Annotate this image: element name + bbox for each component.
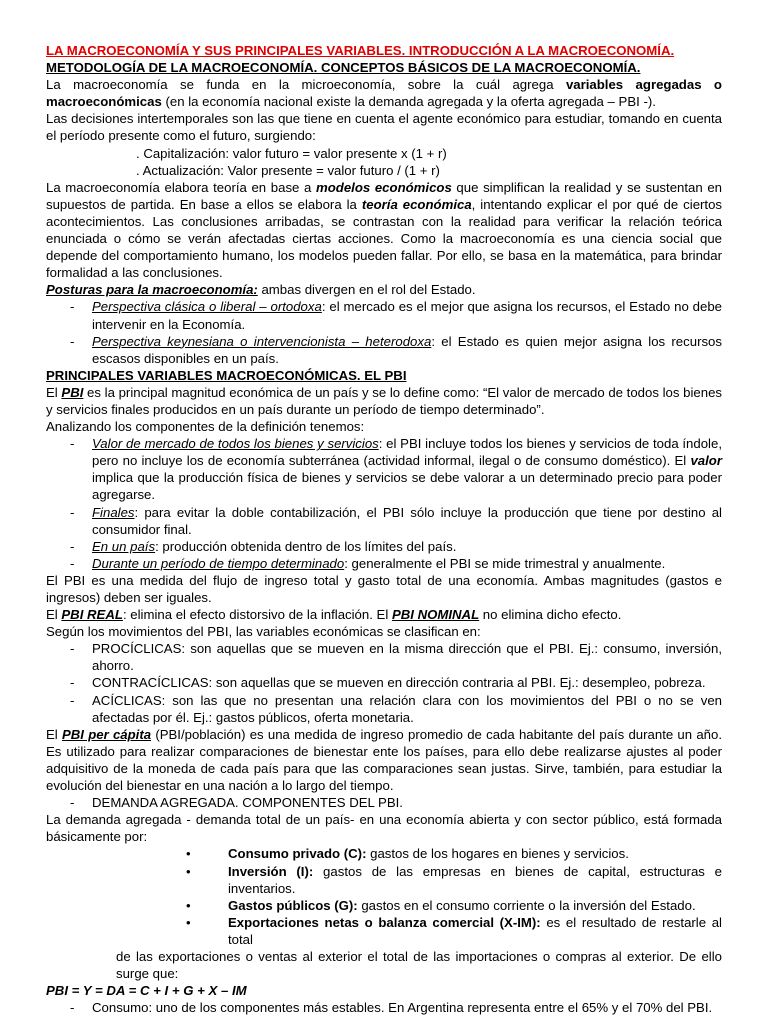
item-text: : el mercado es el mejor que asigna los recursos, el Estado no debe intervenir en la Economía. bbox=[92, 299, 723, 332]
bullet-continuation: de las exportaciones o ventas al exterior el total de las importaciones o compras al exterior. De ello surge que: bbox=[116, 948, 722, 982]
pbi-term: PBI bbox=[61, 384, 84, 400]
components-bullet-list bbox=[46, 845, 722, 948]
bullet-marker: • bbox=[186, 897, 191, 913]
per-capita-term: PBI per cápita bbox=[61, 726, 152, 742]
item-label: Gastos públicos (G): bbox=[228, 897, 358, 913]
item-text: es el resultado de restarle al total bbox=[228, 914, 722, 947]
document-page bbox=[46, 42, 722, 1016]
components-list bbox=[46, 435, 722, 572]
item-text: : el Estado es quien mejor asigna los recursos escasos disponibles en un país. bbox=[92, 333, 722, 366]
bullet-marker: • bbox=[186, 846, 191, 862]
list-item bbox=[46, 333, 722, 367]
item-text: DEMANDA AGREGADA. COMPONENTES DEL PBI. bbox=[92, 795, 403, 811]
dash-marker: - bbox=[70, 555, 75, 571]
paragraph-intertemporal: Las decisiones intertemporales son las que tiene en cuenta el agente económico para estudiar, tomando en cuenta el período presente como el futuro, surgiendo: bbox=[46, 111, 722, 144]
formula-capitalizacion: . Capitalización: valor futuro = valor presente x (1 + r) bbox=[136, 145, 447, 161]
section-heading-methodology: METODOLOGÍA DE LA MACROECONOMÍA. CONCEPTOS BÁSICOS DE LA MACROECONOMÍA. bbox=[46, 60, 641, 76]
paragraph-posturas bbox=[46, 281, 722, 298]
bullet-marker: • bbox=[186, 863, 191, 879]
item-text: gastos de las empresas en bienes de capital, estructuras e inventarios. bbox=[228, 863, 722, 896]
text: La macroeconomía elabora teoría en base a bbox=[46, 179, 316, 195]
item-text: gastos de los hogares en bienes y servicios. bbox=[366, 846, 629, 862]
paragraph-flujo: El PBI es una medida del flujo de ingreso total y gasto total de una economía. Ambas magnitudes (gastos e ingresos) deben ser iguales. bbox=[46, 572, 722, 605]
item-text: ACÍCLICAS: son las que no presentan una relación clara con los movimientos del PBI o no se ven afectadas por él. Ej.: gastos públicos, oferta monetaria. bbox=[92, 692, 722, 725]
list-item bbox=[46, 674, 722, 691]
item-text: Consumo: uno de los componentes más estables. En Argentina representa entre el 65% y el 70% del PBI. bbox=[92, 1000, 713, 1016]
dash-marker: - bbox=[70, 538, 75, 554]
item-label: Finales bbox=[92, 504, 135, 520]
text: (PBI/población) es una medida de ingreso promedio de cada habitante del país durante un año. Es utilizado para realizar comparaciones de bienestar ente los países, para ello debe realizarse ajustes al poder adquisitivo de la moneda de cada país para que las comparaciones sean justas. Sirve, también, para estudiar la evolución del bienestar en una nación a lo largo del tiempo. bbox=[46, 726, 723, 794]
dash-marker: - bbox=[70, 333, 75, 349]
formula-pbi: PBI = Y = DA = C + I + G + X – IM bbox=[46, 983, 247, 999]
list-item bbox=[46, 863, 722, 897]
dash-marker: - bbox=[70, 641, 75, 657]
text: El bbox=[46, 607, 62, 623]
item-label: Perspectiva keynesiana o intervencionista – heterodoxa bbox=[92, 333, 432, 349]
list-item bbox=[46, 298, 722, 332]
text: ambas divergen en el rol del Estado. bbox=[257, 282, 476, 298]
demanda-list bbox=[46, 794, 722, 811]
text: La macroeconomía se funda en la microeconomía, sobre la cuál agrega bbox=[46, 77, 566, 93]
dash-marker: - bbox=[70, 692, 75, 708]
item-label: Durante un período de tiempo determinado bbox=[92, 555, 345, 571]
paragraph-analizando: Analizando los componentes de la definición tenemos: bbox=[46, 419, 365, 435]
bold-italic-term: teoría económica bbox=[361, 196, 472, 212]
dash-marker: - bbox=[70, 795, 75, 811]
text: , intentando explicar el por qué de ciertos acontecimientos. Las conclusiones arribadas, se contrastan con la realidad para verificar la relación teórica enunciada o cómo se verán afectadas ciertas acciones. Como la macroeconomía es una ciencia social que depende del comportamiento humano, los modelos pueden fallar. Por ello, se basa en la matemática, para brindar formalidad a las conclusiones. bbox=[46, 196, 723, 281]
text: : elimina el efecto distorsivo de la inflación. El bbox=[122, 607, 392, 623]
pbi-real-term: PBI REAL bbox=[61, 607, 123, 623]
dash-marker: - bbox=[70, 436, 75, 452]
dash-marker: - bbox=[70, 675, 75, 691]
list-item bbox=[46, 897, 722, 914]
pbi-nominal-term: PBI NOMINAL bbox=[391, 607, 480, 623]
formula-actualizacion: . Actualización: Valor presente = valor futuro / (1 + r) bbox=[136, 162, 440, 178]
item-label: Valor de mercado de todos los bienes y servicios bbox=[92, 436, 379, 452]
item-label: En un país bbox=[92, 538, 156, 554]
list-item bbox=[46, 640, 722, 674]
paragraph-demanda: La demanda agregada - demanda total de un país- en una economía abierta y con sector público, está formada básicamente por: bbox=[46, 812, 722, 845]
list-item bbox=[46, 914, 722, 948]
text: (en la economía nacional existe la demanda agregada y la oferta agregada – PBI -). bbox=[161, 94, 656, 110]
bold-italic-term: valor bbox=[690, 453, 722, 469]
section-heading-pbi: PRINCIPALES VARIABLES MACROECONÓMICAS. EL PBI bbox=[46, 367, 407, 383]
list-item bbox=[46, 435, 722, 503]
text: que simplifican la realidad y se sustentan en supuestos de partida. En base a ellos se elabora la bbox=[46, 179, 722, 212]
bold-term: variables agregadas o macroeconómicas bbox=[46, 77, 722, 110]
paragraph-per-capita bbox=[46, 726, 722, 794]
item-text: PROCÍCLICAS: son aquellas que se mueven en la misma dirección que el PBI. Ej.: consumo, inversión, ahorro. bbox=[92, 641, 722, 674]
bold-italic-term: modelos económicos bbox=[315, 179, 452, 195]
paragraph-segun: Según los movimientos del PBI, las variables económicas se clasifican en: bbox=[46, 624, 481, 640]
text: El bbox=[46, 384, 62, 400]
paragraph-pbi-real bbox=[46, 606, 722, 623]
text: es la principal magnitud económica de un país y se lo define como: “El valor de mercado de todos los bienes y servicios finales producidos en un país durante un período de tiempo determinado”. bbox=[46, 384, 722, 417]
item-text: : el PBI incluye todos los bienes y servicios de toda índole, pero no incluye los de economía subterránea (actividad informal, ilegal o de consumo doméstico). El bbox=[92, 436, 722, 469]
item-text: : producción obtenida dentro de los límites del país. bbox=[155, 538, 457, 554]
text: El bbox=[46, 726, 62, 742]
dash-marker: - bbox=[70, 299, 75, 315]
posturas-list bbox=[46, 298, 722, 366]
paragraph-macro-micro bbox=[46, 76, 722, 110]
consumo-list bbox=[46, 999, 722, 1016]
list-item bbox=[46, 999, 722, 1016]
list-item bbox=[46, 692, 722, 726]
list-item bbox=[46, 538, 722, 555]
item-label: Perspectiva clásica o liberal – ortodoxa bbox=[92, 299, 322, 315]
item-label: Inversión (I): bbox=[228, 863, 314, 879]
cyclical-list bbox=[46, 640, 722, 725]
item-text: implica que la producción física de bienes y servicios se debe valorar a un determinado precio para poder agregarse. bbox=[92, 470, 722, 503]
dash-marker: - bbox=[70, 1000, 75, 1016]
dash-marker: - bbox=[70, 504, 75, 520]
item-text: : para evitar la doble contabilización, el PBI sólo incluye la producción que tiene por destino al consumidor final. bbox=[92, 504, 722, 537]
bullet-marker: • bbox=[186, 914, 191, 930]
paragraph-models bbox=[46, 179, 722, 282]
list-item bbox=[46, 794, 722, 811]
item-text: : generalmente el PBI se mide trimestral y anualmente. bbox=[344, 555, 666, 571]
text: no elimina dicho efecto. bbox=[479, 607, 622, 623]
posturas-label: Posturas para la macroeconomía: bbox=[46, 282, 258, 298]
item-label: Exportaciones netas o balanza comercial (X-IM): bbox=[228, 914, 541, 930]
list-item bbox=[46, 555, 722, 572]
list-item bbox=[46, 504, 722, 538]
list-item bbox=[46, 845, 722, 862]
item-label: Consumo privado (C): bbox=[228, 846, 367, 862]
item-text: CONTRACÍCLICAS: son aquellas que se mueven en dirección contraria al PBI. Ej.: desempleo, pobreza. bbox=[92, 675, 706, 691]
document-title: LA MACROECONOMÍA Y SUS PRINCIPALES VARIABLES. INTRODUCCIÓN A LA MACROECONOMÍA. bbox=[46, 43, 675, 58]
item-text: gastos en el consumo corriente o la inversión del Estado. bbox=[357, 897, 696, 913]
paragraph-pbi-definition bbox=[46, 384, 722, 418]
